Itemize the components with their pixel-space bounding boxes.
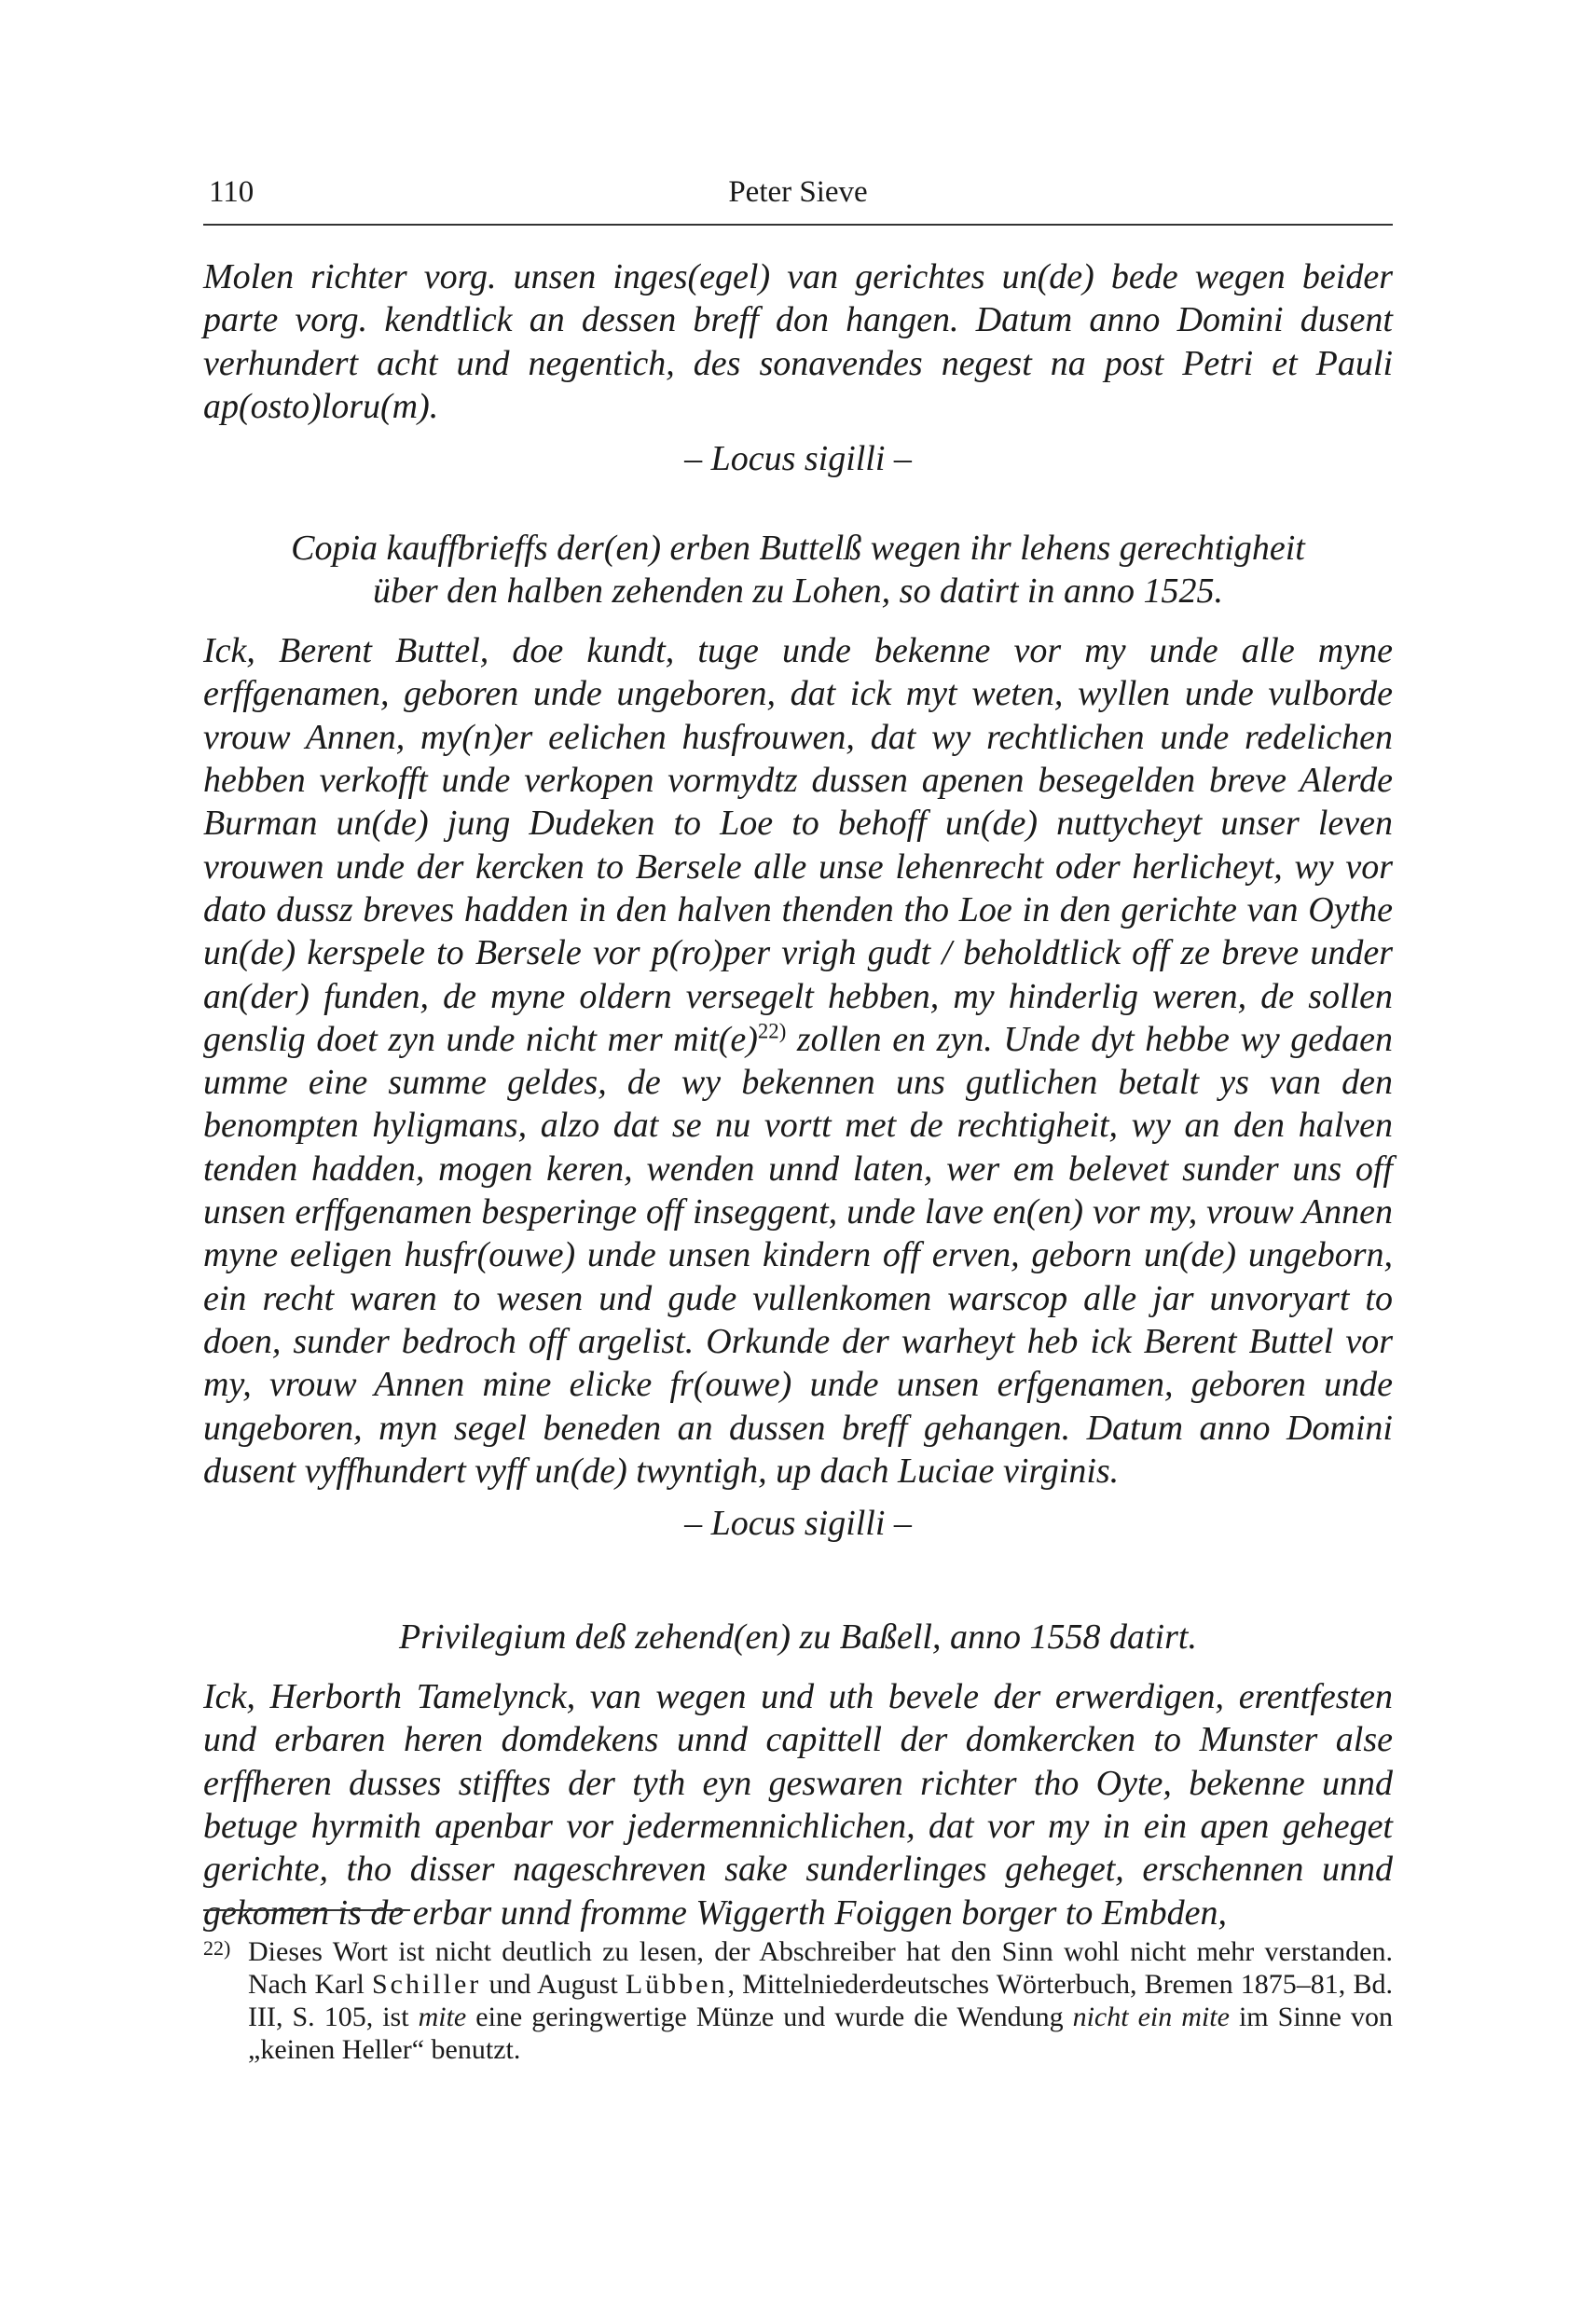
paragraph-2-text-b: zollen en zyn. Unde dyt hebbe wy gedaen umme eine summe geldes, de wy bekennen uns gutlichen betalt ys van den benompten hyligmans, alzo dat se nu vortt met de rechtigheit, wy an den halven tenden hadden, mogen keren, wenden unnd laten, wer em belevet sunder uns off unsen erffgenamen besperinge off inseggent, unde lave en(en) vor my, vrouw Annen myne eeligen husfr(ouwe) unde unsen kindern off erven, geborn un(de) ungeborn, ein recht waren to wesen und gude vullenkomen warscop alle jar unvoryart to doen, sunder bedroch off argelist. Orkunde der warheyt heb ick Berent Buttel vor my, vrouw Annen mine elicke fr(ouwe) unde unsen erfgenamen, geboren unde ungeboren, myn segel beneden an dussen breff gehangen. Datum anno Domini dusent vyffhundert vyff un(de) twyntigh, up dach Luciae virginis. [203,1019,1393,1491]
running-head [203,158,1393,214]
footnote-reference: 22) [757,1019,787,1043]
document-heading-1 [203,527,1393,612]
running-title: Peter Sieve [728,175,868,209]
footnote-text [248,1935,1393,2066]
page-number: 110 [209,175,255,209]
heading-1-line-2: über den halben zehenden zu Lohen, so datirt in anno 1525. [373,571,1223,612]
page-body [203,158,1393,1934]
footnote-author-1: Schiller [371,1969,482,2000]
footnote-term-1: mite [418,2002,467,2032]
footnote-text-5: im Sinne von „keinen Heller“ benutzt. [248,2002,1393,2065]
document-heading-2: Privilegium deß zehend(en) zu Baßell, anno 1558 datirt. [399,1617,1197,1658]
footnote-text-3: , Mittelniederdeutsches Wörterbuch, Bremen 1875–81, Bd. III, S. 105, ist [248,1969,1393,2032]
footnote-text-4: eine geringwertige Münze und wurde die Wendung [466,2002,1073,2032]
heading-1-line-1: Copia kauffbrieffs der(en) erben Buttelß wegen ihr lehens gerechtigheit [291,529,1305,569]
footnote-author-2: Lübben [625,1969,728,2000]
footnote-rule [203,1909,410,1911]
footnote [203,1935,1393,2066]
footnote-mark: 22) [203,1936,231,1960]
footnote-text-2: und August [481,1969,626,2000]
header-rule [203,224,1393,226]
paragraph-2 [203,629,1393,1493]
seal-note-2: – Locus sigilli – [684,1504,912,1544]
paragraph-3: Ick, Herborth Tamelynck, van wegen und uth bevele der erwerdigen, erentfesten und erbaren heren domdekens unnd capittell der domkercken to Munster alse erffheren dusses stifftes der tyth eyn geswaren richter tho Oyte, bekenne unnd betuge hyrmith apenbar vor jedermennichlichen, dat vor my in ein apen geheget gerichte, tho disser nageschreven sake sunderlinges geheget, erschennen unnd gekomen is de erbar unnd fromme Wiggerth Foiggen borger to Embden, [203,1677,1393,1933]
footnote-term-2: nicht ein mite [1072,2002,1230,2032]
footnote-text-1: Dieses Wort ist nicht deutlich zu lesen, der Abschreiber hat den Sinn wohl nicht mehr verstanden. Nach Karl [248,1936,1393,2000]
seal-note-1: – Locus sigilli – [684,439,912,479]
paragraph-1: Molen richter vorg. unsen inges(egel) van gerichtes un(de) bede wegen beider parte vorg. kendtlick an dessen breff don hangen. Datum anno Domini dusent verhundert acht und negentich, des sonavendes negest na post Petri et Pauli ap(osto)loru(m). [203,257,1393,426]
paragraph-2-text-a: Ick, Berent Buttel, doe kundt, tuge unde bekenne vor my unde alle myne erffgenamen, geboren unde ungeboren, dat ick myt weten, wyllen unde vulborde vrouw Annen, my(n)er eelichen husfrouwen, dat wy rechtlichen unde redelichen hebben verkofft unde verkopen vormydtz dussen apenen besegelden breve Alerde Burman un(de) jung Dudeken to Loe to behoff un(de) nuttycheyt unser leven vrouwen unde der kercken to Bersele alle unse lehenrecht oder herlicheyt, wy vor dato dussz breves hadden in den halven thenden tho Loe in den gerichte van Oythe un(de) kerspele to Bersele vor p(ro)per vrigh gudt / beholdtlick off ze breve under an(der) funden, de myne oldern versegelt hebben, my hinderlig weren, de sollen genslig doet zyn unde nicht mer mit(e) [203,631,1393,1059]
